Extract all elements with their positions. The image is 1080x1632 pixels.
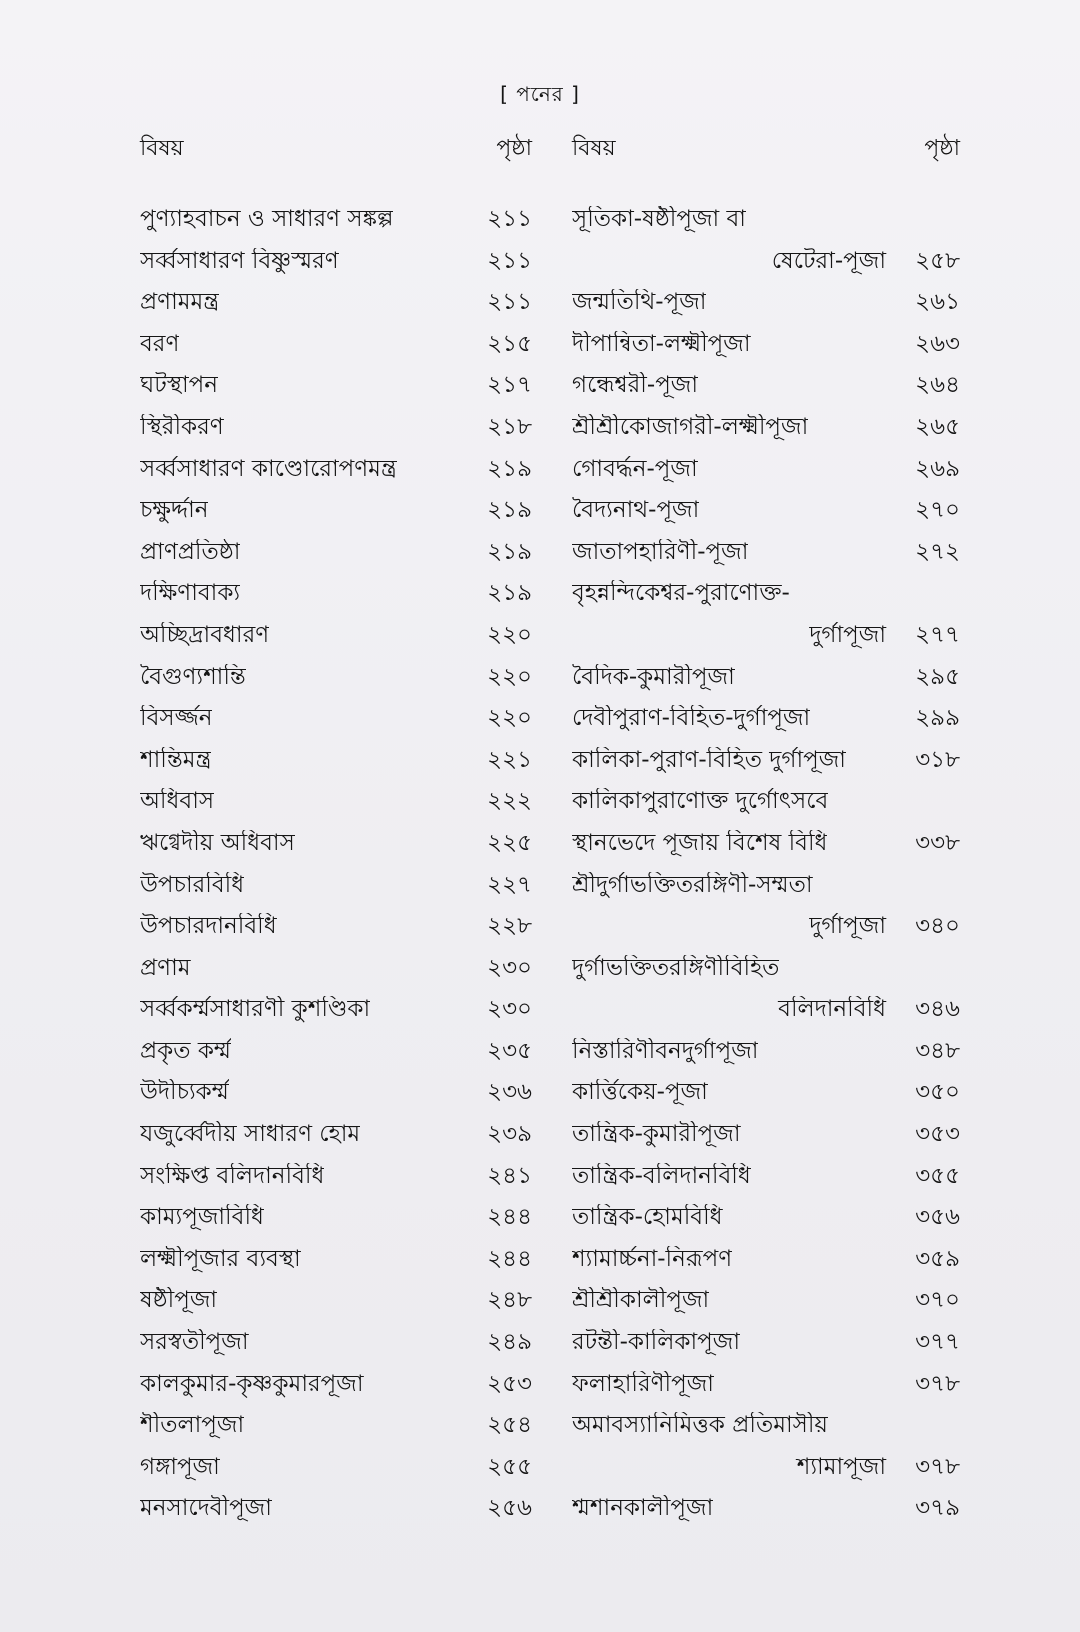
toc-entry-title: পুণ্যাহবাচন ও সাধারণ সঙ্কল্প: [140, 206, 394, 232]
toc-entry-page: ২৬৩: [915, 330, 960, 357]
toc-entry-title: যজুর্ব্বেদীয় সাধারণ হোম: [140, 1121, 361, 1148]
toc-entries-left: [140, 192, 532, 1523]
toc-entry: [140, 816, 532, 858]
toc-entry-title: বৈগুণ্যশান্তি: [140, 663, 246, 690]
toc-entry-title: সর্ব্বকর্ম্মসাধারণী কুশণ্ডিকা: [140, 996, 371, 1023]
toc-entry: [572, 525, 960, 567]
toc-entry-page: ২১৫: [487, 330, 532, 357]
toc-entry: [572, 400, 960, 442]
toc-entry-page: ২৬৯: [915, 455, 960, 482]
toc-entry-page: ২৫৮: [915, 247, 960, 274]
toc-entry-page: ৩৭৮: [915, 1370, 960, 1397]
toc-entry: [140, 1273, 532, 1315]
toc-entry-page: ২১৭: [487, 372, 532, 399]
toc-entry-page: ২৬১: [915, 289, 960, 316]
toc-entries-right: [572, 192, 960, 1523]
toc-entry-title: কালকুমার-কৃষ্ণকুমারপূজা: [140, 1370, 364, 1397]
toc-entry: [572, 858, 960, 900]
toc-entry-title: ষষ্ঠীপূজা: [140, 1287, 218, 1314]
toc-entry-title: ঋগ্বেদীয় অধিবাস: [140, 829, 295, 856]
toc-entry-page: ২৬৪: [915, 372, 960, 399]
toc-entry-page: ২১১: [487, 247, 532, 274]
toc-entry: [572, 1440, 960, 1482]
toc-entry: [140, 691, 532, 733]
toc-entry-title: শ্মশানকালীপূজা: [572, 1495, 714, 1522]
toc-entry: [140, 358, 532, 400]
toc-entry-title: ষেটেরা-পূজা: [771, 247, 886, 274]
toc-entry: [140, 608, 532, 650]
toc-entry-title: জাতাপহারিণী-পূজা: [572, 538, 749, 565]
toc-entry-page: ২৩৬: [487, 1079, 532, 1106]
toc-entry: [140, 1107, 532, 1149]
toc-entry-title: গোবর্দ্ধন-পূজা: [572, 455, 698, 482]
toc-entry-page: ২২২: [487, 788, 532, 815]
toc-entry: [140, 1481, 532, 1523]
toc-entry-page: ২১৯: [487, 497, 532, 524]
toc-entry-page: ২১৮: [487, 413, 532, 440]
toc-entry-title: শ্রীশ্রীকালীপূজা: [572, 1287, 710, 1314]
toc-entry: [572, 650, 960, 692]
toc-entry: [140, 1357, 532, 1399]
toc-entry-page: ২৪৪: [487, 1204, 532, 1231]
toc-entry-page: ২২১: [487, 746, 532, 773]
toc-entry-page: ৩৫০: [915, 1079, 960, 1106]
toc-entry-page: ২২০: [487, 621, 532, 648]
toc-entry-page: ৩৪৮: [915, 1037, 960, 1064]
toc-entry-page: ২৩০: [487, 996, 532, 1023]
toc-entry-title: ফলাহারিণীপূজা: [572, 1370, 714, 1397]
toc-entry-page: ২৭২: [915, 538, 960, 565]
toc-entry: [572, 1107, 960, 1149]
toc-entry: [140, 1232, 532, 1274]
toc-entry-title: চক্ষুর্দ্দান: [140, 497, 209, 524]
toc-entry-page: ২৭৭: [915, 621, 960, 648]
toc-entry-title: সর্ব্বসাধারণ বিষ্ণুস্মরণ: [140, 247, 339, 274]
toc-entry-page: ৩৫৫: [915, 1162, 960, 1189]
toc-entry-page: ২৪১: [487, 1162, 532, 1189]
toc-entry: [572, 982, 960, 1024]
toc-entry-title: ঘটস্থাপন: [140, 372, 218, 399]
subject-heading: বিষয়: [572, 136, 616, 161]
toc-entry: [572, 1065, 960, 1107]
toc-entry: [572, 358, 960, 400]
toc-entry: [140, 733, 532, 775]
toc-entry: [140, 1024, 532, 1066]
toc-entry: [572, 483, 960, 525]
toc-entry-page: ২১৯: [487, 455, 532, 482]
toc-entry: [140, 774, 532, 816]
toc-entry: [572, 1273, 960, 1315]
toc-entry: [140, 650, 532, 692]
toc-entry-page: ৩৫৬: [915, 1204, 960, 1231]
toc-entry-title: স্থানভেদে পূজায় বিশেষ বিধি: [572, 829, 828, 856]
column-heading: [572, 128, 960, 168]
toc-entry-title: দুর্গাভক্তিতরঙ্গিণীবিহিত: [572, 954, 780, 981]
toc-entry-title: সর্ব্বসাধারণ কাণ্ডোরোপণমন্ত্র: [140, 455, 397, 482]
toc-entry-title: শ্রীদুর্গাভক্তিতরঙ্গিণী-সম্মতা: [572, 871, 813, 898]
toc-entry: [140, 566, 532, 608]
toc-entry-title: প্রাণপ্রতিষ্ঠা: [140, 538, 241, 565]
toc-entry: [140, 1315, 532, 1357]
toc-entry-title: সূতিকা-ষষ্ঠীপূজা বা: [572, 206, 746, 232]
toc-entry-page: ২৪৯: [487, 1329, 532, 1356]
toc-entry-title: বরণ: [140, 330, 180, 357]
toc-entry-title: মনসাদেবীপূজা: [140, 1495, 272, 1522]
toc-entry-page: ২১৯: [487, 538, 532, 565]
toc-entry-title: শ্যামার্চ্চনা-নিরূপণ: [572, 1245, 733, 1272]
toc-entry-page: ২৩৯: [487, 1121, 532, 1148]
toc-entry-page: ২৫৩: [487, 1370, 532, 1397]
toc-entry-page: ২৫৫: [487, 1453, 532, 1480]
toc-entry: [140, 1440, 532, 1482]
toc-entry-page: ২২৫: [487, 829, 532, 856]
toc-entry-title: প্রণামমন্ত্র: [140, 289, 220, 316]
toc-entry-page: ২১৯: [487, 580, 532, 607]
toc-column-right: [572, 128, 960, 1523]
toc-entry-page: ৩৪০: [915, 913, 960, 940]
page-heading: পৃষ্ঠা: [924, 136, 960, 161]
toc-entry: [572, 1315, 960, 1357]
toc-entry: [572, 275, 960, 317]
toc-entry: [140, 858, 532, 900]
toc-entry-title: অমাবস্যানিমিত্তক প্রতিমাসীয়: [572, 1412, 828, 1439]
toc-entry-page: ২১১: [487, 206, 532, 232]
toc-entry-title: দক্ষিণাবাক্য: [140, 580, 241, 607]
toc-entry: [572, 442, 960, 484]
toc-entry-title: উদীচ্যকর্ম্ম: [140, 1079, 229, 1106]
toc-entry: [572, 1398, 960, 1440]
toc-entry-title: বৃহন্নন্দিকেশ্বর-পুরাণোক্ত-: [572, 580, 790, 607]
toc-entry: [572, 941, 960, 983]
toc-entry: [140, 275, 532, 317]
toc-entry-title: কাম্যপূজাবিধি: [140, 1204, 264, 1231]
toc-entry: [572, 1024, 960, 1066]
subject-heading: বিষয়: [140, 136, 184, 161]
toc-entry-title: দেবীপুরাণ-বিহিত-দুর্গাপূজা: [572, 705, 811, 732]
toc-entry-page: ২২০: [487, 705, 532, 732]
toc-entry: [572, 317, 960, 359]
toc-entry-title: কালিকা-পুরাণ-বিহিত দুর্গাপূজা: [572, 746, 846, 773]
toc-entry-title: তান্ত্রিক-কুমারীপূজা: [572, 1121, 741, 1148]
toc-entry: [140, 941, 532, 983]
toc-entry-title: অচ্ছিদ্রাবধারণ: [140, 621, 270, 648]
toc-entry: [572, 691, 960, 733]
toc-entry: [572, 1190, 960, 1232]
toc-entry: [140, 1190, 532, 1232]
toc-entry-page: ২৩৫: [487, 1037, 532, 1064]
toc-entry: [140, 525, 532, 567]
toc-entry-page: ২৯৯: [915, 705, 960, 732]
toc-entry-title: শ্রীশ্রীকোজাগরী-লক্ষ্মীপূজা: [572, 413, 809, 440]
toc-column-left: [140, 128, 532, 1523]
toc-entry: [572, 566, 960, 608]
toc-entry-page: ২৪৮: [487, 1287, 532, 1314]
toc-entry-title: শ্যামাপূজা: [796, 1453, 886, 1480]
toc-entry-page: ৩৪৬: [915, 996, 960, 1023]
toc-entry: [140, 442, 532, 484]
toc-entry: [140, 899, 532, 941]
toc-entry-title: শীতলাপূজা: [140, 1412, 245, 1439]
column-heading: [140, 128, 532, 168]
toc-entry-title: বৈদ্যনাথ-পূজা: [572, 497, 700, 524]
toc-entry-page: ২২০: [487, 663, 532, 690]
toc-entry-page: ২৯৫: [915, 663, 960, 690]
toc-entry: [572, 1232, 960, 1274]
toc-entry-title: দুর্গাপূজা: [809, 621, 886, 648]
page-heading: পৃষ্ঠা: [496, 136, 532, 161]
toc-entry: [140, 1149, 532, 1191]
toc-entry: [140, 483, 532, 525]
toc-entry: [140, 1065, 532, 1107]
toc-entry-page: ২১১: [487, 289, 532, 316]
toc-entry-title: দীপান্বিতা-লক্ষ্মীপূজা: [572, 330, 751, 357]
toc-entry-page: ২৬৫: [915, 413, 960, 440]
toc-entry-title: শান্তিমন্ত্র: [140, 746, 212, 773]
toc-entry-title: উপচারদানবিধি: [140, 913, 277, 940]
toc-entry-title: বিসর্জ্জন: [140, 705, 213, 732]
toc-entry-title: কার্ত্তিকেয়-পূজা: [572, 1079, 708, 1106]
toc-entry: [140, 1398, 532, 1440]
toc-entry-title: জন্মতিথি-পূজা: [572, 289, 707, 316]
toc-entry-title: দুর্গাপূজা: [809, 913, 886, 940]
toc-entry-title: গঙ্গাপূজা: [140, 1453, 220, 1480]
toc-entry-page: ৩৭৮: [915, 1453, 960, 1480]
toc-entry-page: ৩৭০: [915, 1287, 960, 1314]
toc-entry: [572, 1149, 960, 1191]
toc-entry-title: সরস্বতীপূজা: [140, 1329, 249, 1356]
toc-entry-title: স্থিরীকরণ: [140, 413, 224, 440]
toc-entry-title: প্রকৃত কর্ম্ম: [140, 1037, 231, 1064]
toc-entry-title: তান্ত্রিক-বলিদানবিধি: [572, 1162, 751, 1189]
toc-entry-title: তান্ত্রিক-হোমবিধি: [572, 1204, 723, 1231]
toc-entry-title: বলিদানবিধি: [778, 996, 886, 1023]
toc-entry: [140, 317, 532, 359]
toc-entry-page: ৩৩৮: [915, 829, 960, 856]
toc-entry: [572, 1357, 960, 1399]
toc-entry-title: গন্ধেশ্বরী-পূজা: [572, 372, 699, 399]
toc-entry-page: ৩৫৩: [915, 1121, 960, 1148]
toc-entry-title: লক্ষ্মীপূজার ব্যবস্থা: [140, 1245, 301, 1272]
toc-entry: [572, 899, 960, 941]
toc-entry: [572, 192, 960, 234]
toc-entry-title: বৈদিক-কুমারীপূজা: [572, 663, 735, 690]
toc-entry-page: ২২৮: [487, 913, 532, 940]
toc-entry: [140, 234, 532, 276]
toc-entry: [140, 192, 532, 234]
toc-entry-page: ২৭০: [915, 497, 960, 524]
toc-entry-title: প্রণাম: [140, 954, 191, 981]
toc-entry-page: ২৪৪: [487, 1245, 532, 1272]
toc-entry-title: রটন্তী-কালিকাপূজা: [572, 1329, 741, 1356]
toc-entry: [572, 234, 960, 276]
toc-entry-title: নিস্তারিণীবনদুর্গাপূজা: [572, 1037, 759, 1064]
page-number-header: [ পনের ]: [500, 82, 580, 106]
toc-entry-page: ২৫৪: [487, 1412, 532, 1439]
toc-entry: [572, 1481, 960, 1523]
toc-entry: [572, 816, 960, 858]
toc-entry-page: ৩৭৭: [915, 1329, 960, 1356]
toc-entry-title: সংক্ষিপ্ত বলিদানবিধি: [140, 1162, 325, 1189]
toc-entry-page: ২৩০: [487, 954, 532, 981]
toc-entry-title: অধিবাস: [140, 788, 215, 815]
toc-entry-title: উপচারবিধি: [140, 871, 245, 898]
toc-entry: [140, 982, 532, 1024]
toc-entry: [572, 608, 960, 650]
toc-entry: [140, 400, 532, 442]
toc-entry-title: কালিকাপুরাণোক্ত দুর্গোৎসবে: [572, 788, 829, 815]
toc-entry-page: ৩৫৯: [915, 1245, 960, 1272]
toc-entry-page: ৩১৮: [915, 746, 960, 773]
toc-entry-page: ২৫৬: [487, 1495, 532, 1522]
toc-entry-page: ৩৭৯: [915, 1495, 960, 1522]
toc-entry-page: ২২৭: [487, 871, 532, 898]
toc-entry: [572, 733, 960, 775]
toc-entry: [572, 774, 960, 816]
